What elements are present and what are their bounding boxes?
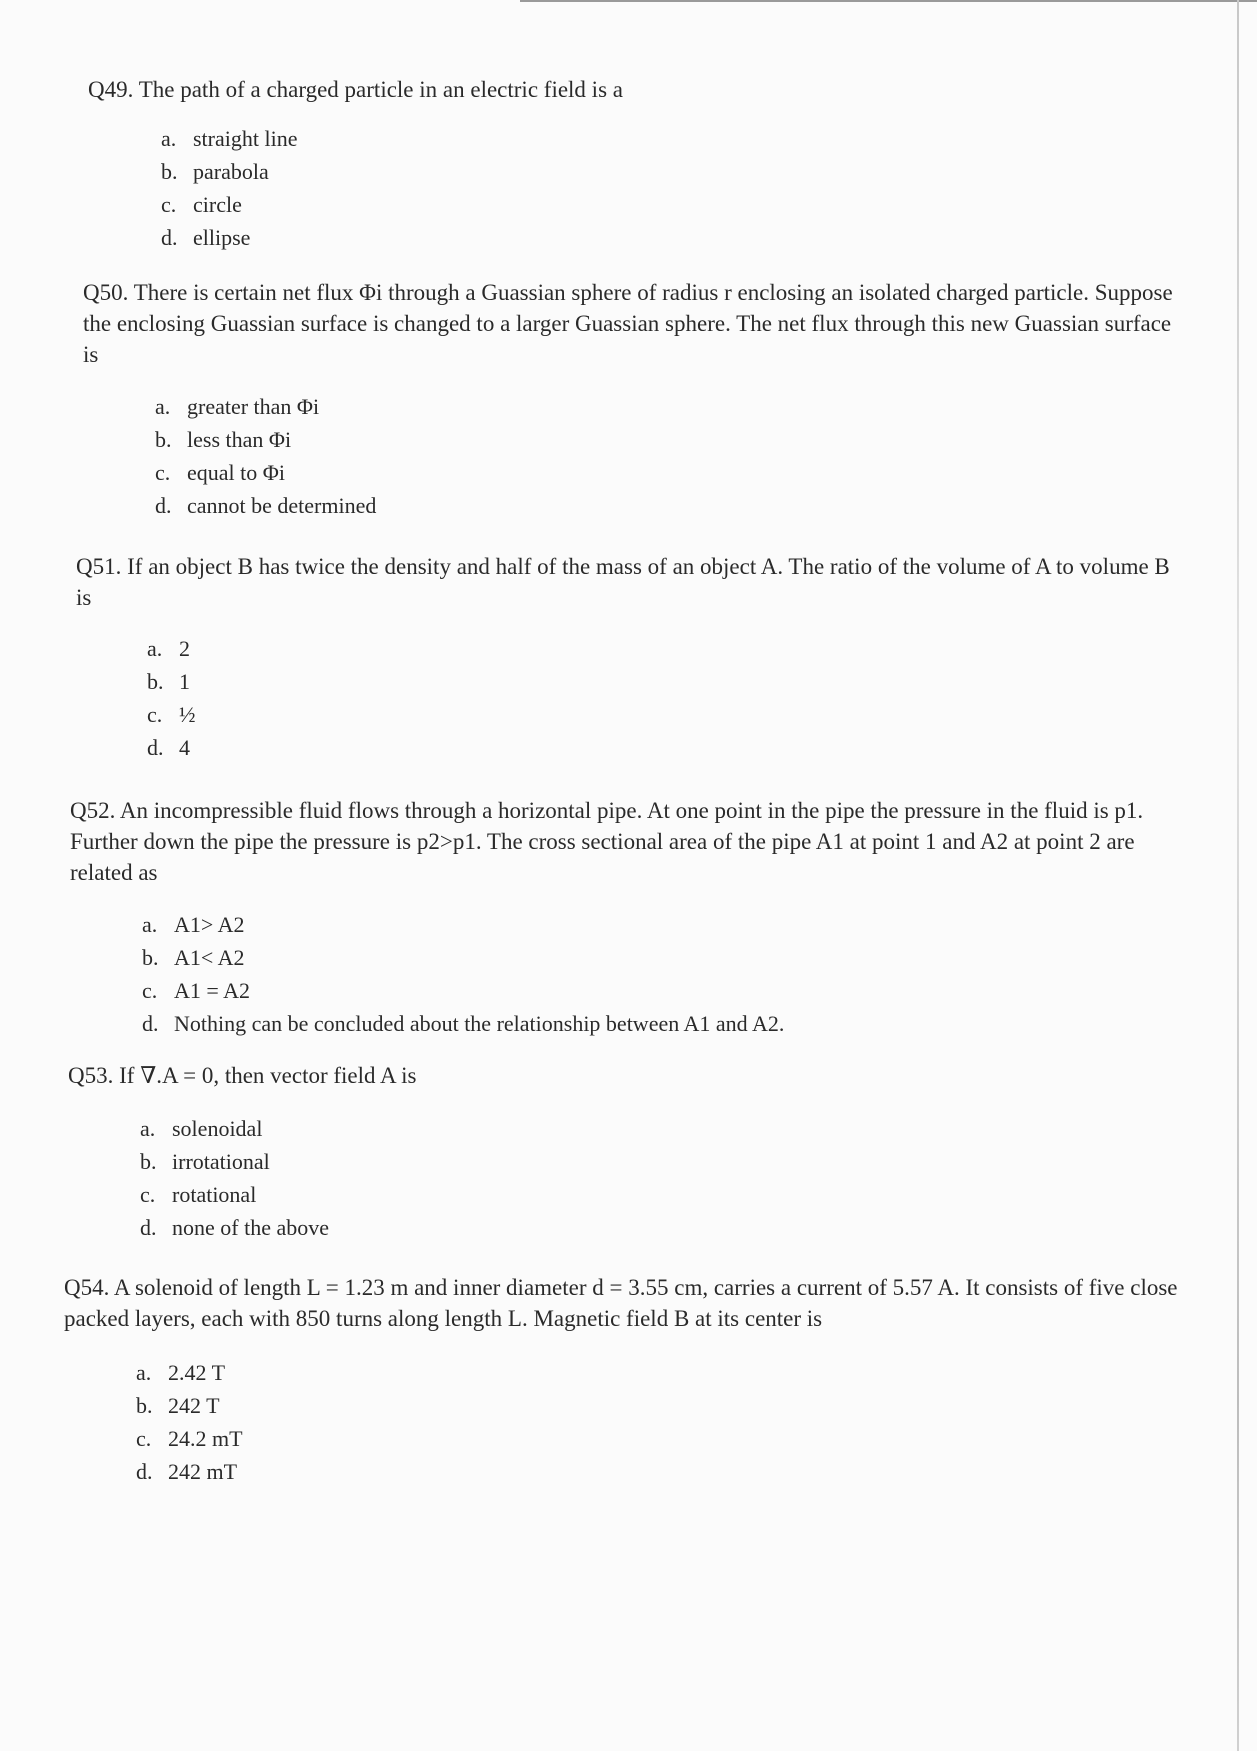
option-d: d. 4	[147, 735, 190, 760]
question-number: Q51.	[76, 554, 122, 579]
question-text: If ∇.A = 0, then vector field A is	[119, 1063, 417, 1088]
option-c: c. ½	[147, 702, 196, 727]
question-50	[83, 277, 1183, 522]
option-b: b. 242 T	[136, 1393, 220, 1418]
option-a: a. straight line	[161, 126, 298, 151]
options-list	[147, 632, 1176, 764]
question-stem	[64, 1272, 1184, 1334]
option-c: c. equal to Φi	[155, 460, 285, 485]
option-c: c. rotational	[140, 1182, 257, 1207]
question-text: An incompressible fluid flows through a horizontal pipe. At one point in the pipe the pressure in the fluid is p1. Further down the pipe the pressure is p2>p1. The cross sectional area of the pipe A1 at point 1 and A2 at point 2 are related as	[70, 798, 1144, 885]
option-c: c. circle	[161, 192, 242, 217]
question-54	[64, 1272, 1184, 1488]
option-a: a. 2	[147, 636, 190, 661]
question-stem	[88, 74, 1178, 105]
question-number: Q53.	[68, 1063, 114, 1088]
question-text: The path of a charged particle in an electric field is a	[138, 77, 623, 102]
option-a: a. solenoidal	[140, 1116, 263, 1141]
question-stem	[83, 277, 1183, 370]
options-list	[136, 1356, 1184, 1488]
options-list	[140, 1112, 1168, 1244]
question-text: There is certain net flux Φi through a Guassian sphere of radius r enclosing an isolated charged particle. Suppose the enclosing Guassian surface is changed to a larger Guassian sphere. The net flux through this new Guassian surface is	[83, 280, 1173, 367]
question-53	[68, 1060, 1168, 1244]
question-text: If an object B has twice the density and half of the mass of an object A. The ratio of the volume of A to volume B is	[76, 554, 1170, 610]
scan-edge-right	[1237, 0, 1239, 1751]
options-list	[161, 122, 1178, 254]
option-a: a. A1> A2	[142, 912, 245, 937]
option-a: a. 2.42 T	[136, 1360, 226, 1385]
question-stem	[68, 1060, 1168, 1091]
option-d: d. none of the above	[140, 1215, 329, 1240]
question-number: Q50.	[83, 280, 129, 305]
question-52	[70, 795, 1190, 1040]
option-b: b. irrotational	[140, 1149, 270, 1174]
option-d: d. 242 mT	[136, 1459, 238, 1484]
option-c: c. A1 = A2	[142, 978, 250, 1003]
option-b: b. less than Φi	[155, 427, 292, 452]
question-49	[88, 74, 1178, 254]
option-b: b. A1< A2	[142, 945, 245, 970]
question-51	[76, 551, 1176, 764]
question-stem	[76, 551, 1176, 613]
option-b: b. parabola	[161, 159, 269, 184]
option-d: d. cannot be determined	[155, 493, 377, 518]
question-number: Q52.	[70, 798, 116, 823]
option-c: c. 24.2 mT	[136, 1426, 243, 1451]
question-text: A solenoid of length L = 1.23 m and inner diameter d = 3.55 cm, carries a current of 5.57 A. It consists of five close packed layers, each with 850 turns along length L. Magnetic field B at its center is	[64, 1275, 1178, 1331]
question-number: Q49.	[88, 77, 134, 102]
option-d: d. Nothing can be concluded about the relationship between A1 and A2.	[142, 1011, 785, 1036]
options-list	[142, 908, 1190, 1040]
option-d: d. ellipse	[161, 225, 251, 250]
question-number: Q54.	[64, 1275, 110, 1300]
option-a: a. greater than Φi	[155, 394, 320, 419]
options-list	[155, 390, 1183, 522]
question-stem	[70, 795, 1190, 888]
option-b: b. 1	[147, 669, 190, 694]
scan-edge-top	[520, 0, 1257, 2]
